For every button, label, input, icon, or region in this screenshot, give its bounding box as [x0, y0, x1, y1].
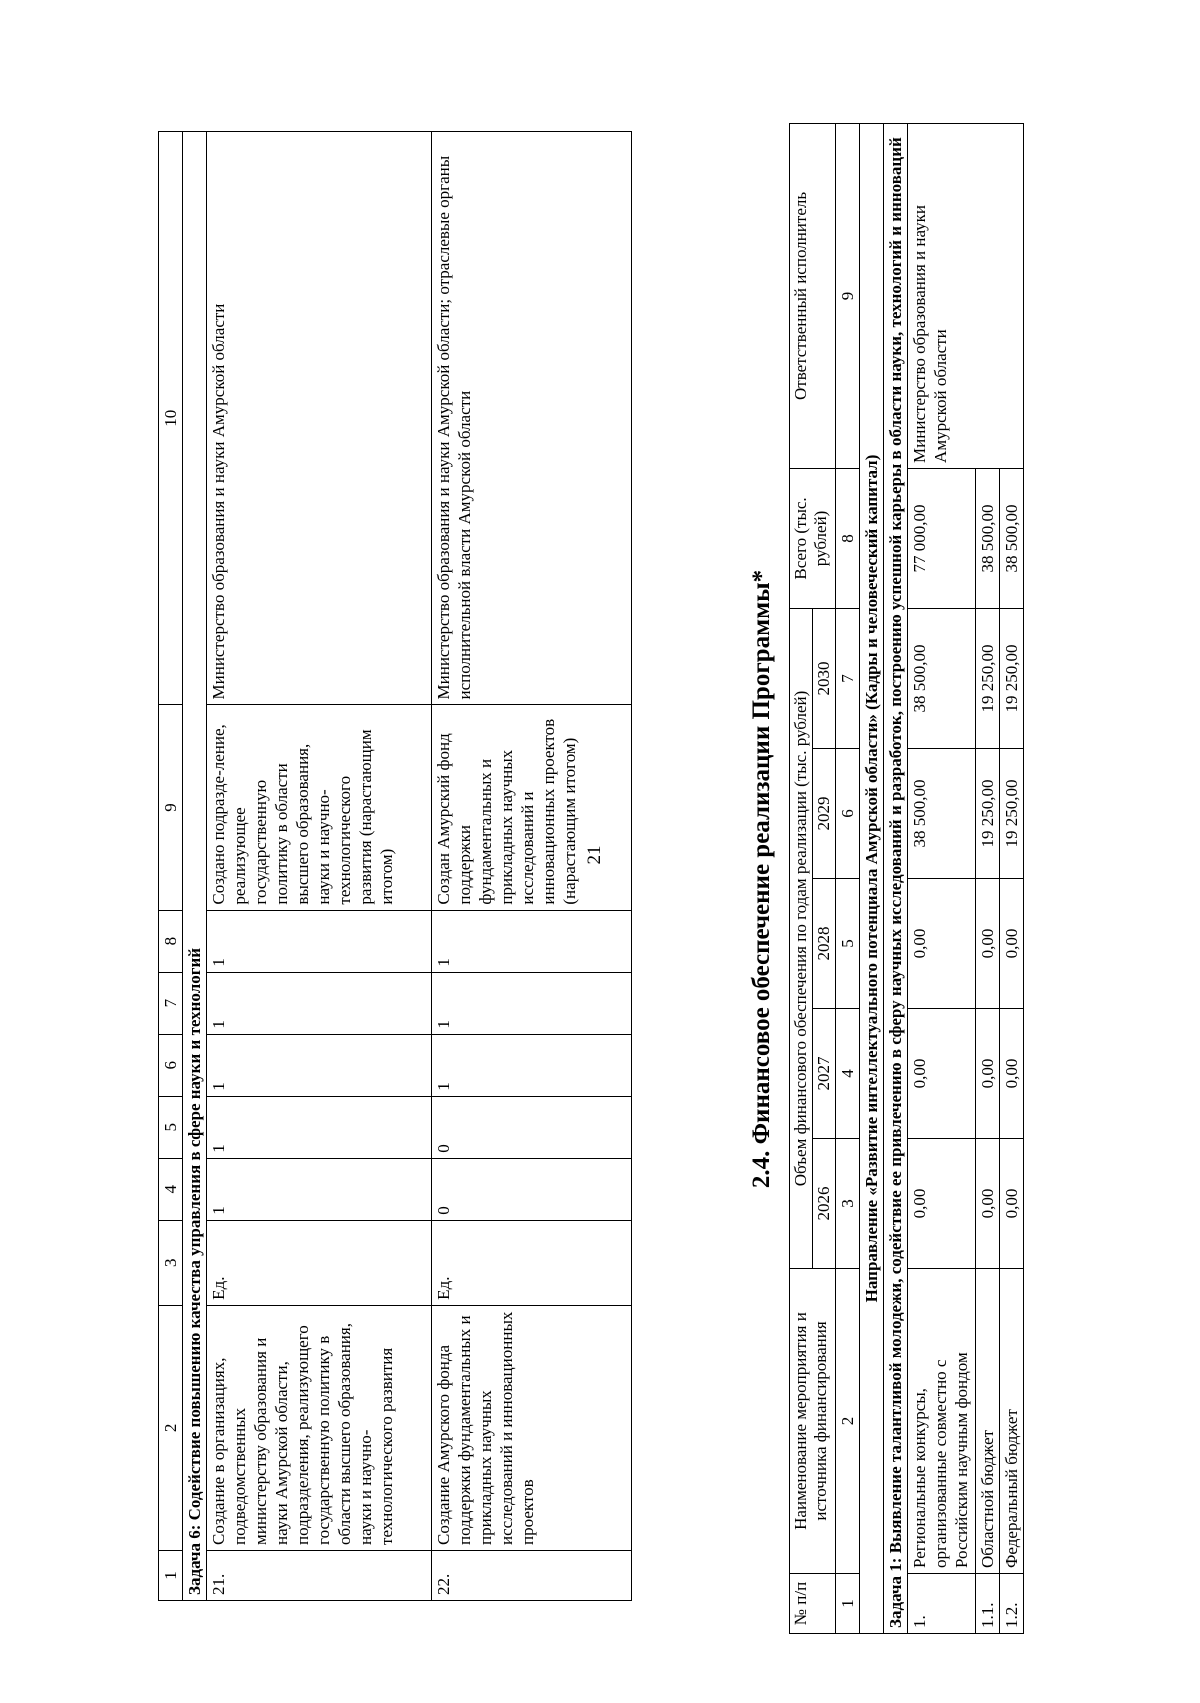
column-number: 9	[836, 123, 860, 468]
year-value: 0,00	[976, 1009, 1000, 1139]
year-header: 2026	[813, 1139, 836, 1269]
result-cell: Создано подразде-ление, реализующее государственную политику в области высшего образования, науки и научно-технологического развития (нарастающим итогом)	[207, 705, 432, 910]
column-number: 8	[159, 910, 183, 972]
year-value: 19 250,00	[1000, 608, 1024, 748]
column-number: 3	[159, 1220, 183, 1305]
column-number: 5	[836, 879, 860, 1009]
column-number: 4	[836, 1009, 860, 1139]
column-number: 2	[836, 1269, 860, 1574]
column-number: 3	[836, 1139, 860, 1269]
value-cell: 1	[432, 972, 632, 1034]
row-number: 1.	[908, 1574, 976, 1634]
column-number: 1	[159, 1550, 183, 1600]
column-number-row	[159, 132, 183, 1601]
measure-name: Создание Амурского фонда поддержки фундаментальных и прикладных научных исследований и инновационных проектов	[432, 1305, 632, 1550]
year-value: 0,00	[1000, 1009, 1024, 1139]
column-number: 2	[159, 1305, 183, 1550]
unit: Ед.	[207, 1220, 432, 1305]
total-value: 38 500,00	[976, 468, 1000, 608]
measure-name: Региональные конкурсы, организованные совместно с Российским научным фондом	[908, 1269, 976, 1574]
year-value: 0,00	[908, 1009, 976, 1139]
year-value: 0,00	[908, 1139, 976, 1269]
year-value: 38 500,00	[908, 749, 976, 879]
column-number: 6	[159, 1034, 183, 1096]
finance-section-pane	[745, 124, 1093, 1634]
row-number: 21.	[207, 1550, 432, 1600]
value-cell: 1	[207, 910, 432, 972]
year-header: 2030	[813, 608, 836, 748]
direction-title: Направление «Развитие интеллектуального потенциала Амурской области» (Кадры и человеческий капитал)	[860, 123, 884, 1633]
value-cell: 1	[432, 910, 632, 972]
column-number: 7	[159, 972, 183, 1034]
year-header: 2027	[813, 1009, 836, 1139]
total-value: 38 500,00	[1000, 468, 1024, 608]
year-header: 2029	[813, 749, 836, 879]
task-title: Задача 6: Содействие повышению качества управления в сфере науки и технологий	[183, 132, 207, 1601]
column-number-row	[836, 123, 860, 1633]
column-number: 1	[836, 1574, 860, 1634]
direction-row	[860, 123, 884, 1633]
table-row	[908, 123, 976, 1633]
value-cell: 1	[207, 972, 432, 1034]
row-number: 1.2.	[1000, 1574, 1024, 1634]
year-value: 0,00	[976, 1139, 1000, 1269]
year-value: 19 250,00	[976, 749, 1000, 879]
column-number: 8	[836, 468, 860, 608]
value-cell: 1	[207, 1096, 432, 1158]
column-number: 10	[159, 132, 183, 705]
row-number: 22.	[432, 1550, 632, 1600]
page-number: 21	[584, 845, 605, 865]
value-cell: 1	[207, 1158, 432, 1220]
table-row	[207, 132, 432, 1601]
task-row	[183, 132, 207, 1601]
value-cell: 1	[432, 1034, 632, 1096]
year-value: 19 250,00	[1000, 749, 1024, 879]
header-row	[790, 123, 813, 1633]
value-cell: 0	[432, 1096, 632, 1158]
year-value: 0,00	[1000, 1139, 1024, 1269]
year-value: 0,00	[1000, 879, 1024, 1009]
header-total: Всего (тыс. рублей)	[790, 468, 836, 608]
header-num: № п/п	[790, 1574, 836, 1634]
year-value: 38 500,00	[908, 608, 976, 748]
indicators-table-pane	[158, 131, 658, 1601]
table-row	[432, 132, 632, 1601]
year-value: 0,00	[976, 879, 1000, 1009]
column-number: 9	[159, 705, 183, 910]
total-value: 77 000,00	[908, 468, 976, 608]
year-header: 2028	[813, 879, 836, 1009]
finance-table	[789, 123, 1024, 1634]
task-title: Задача 1: Выявление талантливой молодежи, содействие ее привлечению в сферу научных исследований и разработок, построению успешной карьеры в области науки, технологий и инноваций	[884, 123, 908, 1633]
indicators-table	[158, 131, 632, 1601]
header-executor: Ответственный исполнитель	[790, 123, 836, 468]
measure-name: Федеральный бюджет	[1000, 1269, 1024, 1574]
measure-name: Создание в организациях, подведомственных министерству образования и науки Амурской области, подразделения, реализующего государственную политику в области высшего образования, науки и научно-технологического развития	[207, 1305, 432, 1550]
header-volume: Объем финансового обеспечения по годам реализации (тыс. рублей)	[790, 608, 813, 1268]
executor-cell: Министерство образования и науки Амурской области; отраслевые органы исполнительной власти Амурской области	[432, 132, 632, 705]
header-name: Наименование мероприятия и источника финансирования	[790, 1269, 836, 1574]
measure-name: Областной бюджет	[976, 1269, 1000, 1574]
column-number: 6	[836, 749, 860, 879]
column-number: 4	[159, 1158, 183, 1220]
executor-cell: Министерство образования и науки Амурской области	[207, 132, 432, 705]
column-number: 7	[836, 608, 860, 748]
row-number: 1.1.	[976, 1574, 1000, 1634]
year-value: 0,00	[908, 879, 976, 1009]
result-cell: Создан Амурский фонд поддержки фундаментальных и прикладных научных исследований и инновационных проектов (нарастающим итогом)	[432, 705, 632, 910]
unit: Ед.	[432, 1220, 632, 1305]
section-title: 2.4. Финансовое обеспечение реализации Программы*	[748, 569, 775, 1189]
value-cell: 0	[432, 1158, 632, 1220]
task-row	[884, 123, 908, 1633]
value-cell: 1	[207, 1034, 432, 1096]
year-value: 19 250,00	[976, 608, 1000, 748]
column-number: 5	[159, 1096, 183, 1158]
executor-cell: Министерство образования и науки Амурской области	[908, 123, 1024, 468]
